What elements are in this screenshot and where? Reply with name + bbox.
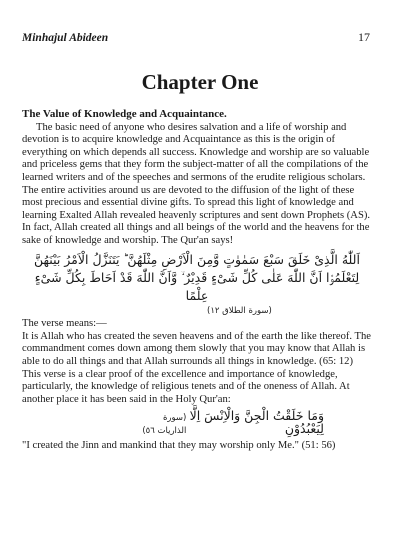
chapter-title: Chapter One: [141, 70, 259, 94]
section-title: The Value of Knowledge and Acquaintance.: [22, 108, 227, 120]
final-quote: "I created the Jinn and mankind that they may worship only Me." (51: 56): [22, 440, 336, 452]
paragraph-intro: The basic need of anyone who desires salvation and a life of worship and devotion is to acquire knowledge and Acquaintance as this is the origin of everything on which depends all success. Knowledge and worship are so valuable and priceless gems that they form the subject-matter of all the compilations of the learned writers and of the speeches and sermons of the erudite religious scholars. The entire activities around us are devoted to the diffusion of the light of these most precious and essential divine gifts. To spread this light of knowledge and learning Exalted Allah revealed heavenly scriptures and sent down Prophets (AS). In fact, Allah created all things and all beings of the world and the heavens for the sake of knowledge and worship. The Qur'an says!: [22, 121, 371, 246]
arabic-verse-1-reference: (سورة الطلاق ١٢): [207, 305, 272, 316]
verse-translation: It is Allah who has created the seven heavens and of the earth the like thereof. The commandment comes down among them slowly that you may know that Allah is able to do all things and that Allah surrounds all things in knowledge. (65: 12): [22, 330, 371, 367]
arabic-verse-1-line-1: اَللّٰهُ الَّذِىْ خَلَقَ سَبْعَ سَمٰوٰتٍ وَّمِنَ الْاَرْضِ مِثْلَهُنَّ ؕ يَتَنَزَّلُ الْاَمْرُ بَيْنَهُنَّ: [34, 251, 360, 267]
arabic-verse-1-line-2: لِتَعْلَمُوْۤا اَنَّ اللّٰهَ عَلٰى كُلِّ شَىْءٍ قَدِيْرٌ ۙ وَّاَنَّ اللّٰهَ قَدْ اَحَاطَ بِكُلِّ شَىْءٍ عِلْمًا: [34, 269, 360, 303]
book-title: Minhajul Abideen: [22, 32, 109, 44]
arabic-verse-2: وَمَا خَلَقْتُ الْجِنَّ وَالْاِنْسَ اِلَّا لِيَعْبُدُوْنِ: [189, 408, 324, 436]
arabic-verse-2-reference: (سورة الذاريات ٥٦): [142, 413, 187, 436]
running-head: [22, 30, 370, 45]
paragraph-explanation: This verse is a clear proof of the excellence and importance of knowledge, particularly, the knowledge of religious tenets and of the oneness of Allah. At another place it has been said in the Holy Qur'an:: [22, 368, 350, 405]
arabic-verse-2-row: [22, 410, 372, 437]
page-number: 17: [358, 30, 370, 44]
page-body: [22, 108, 372, 453]
verse-intro: The verse means:—: [22, 318, 107, 330]
